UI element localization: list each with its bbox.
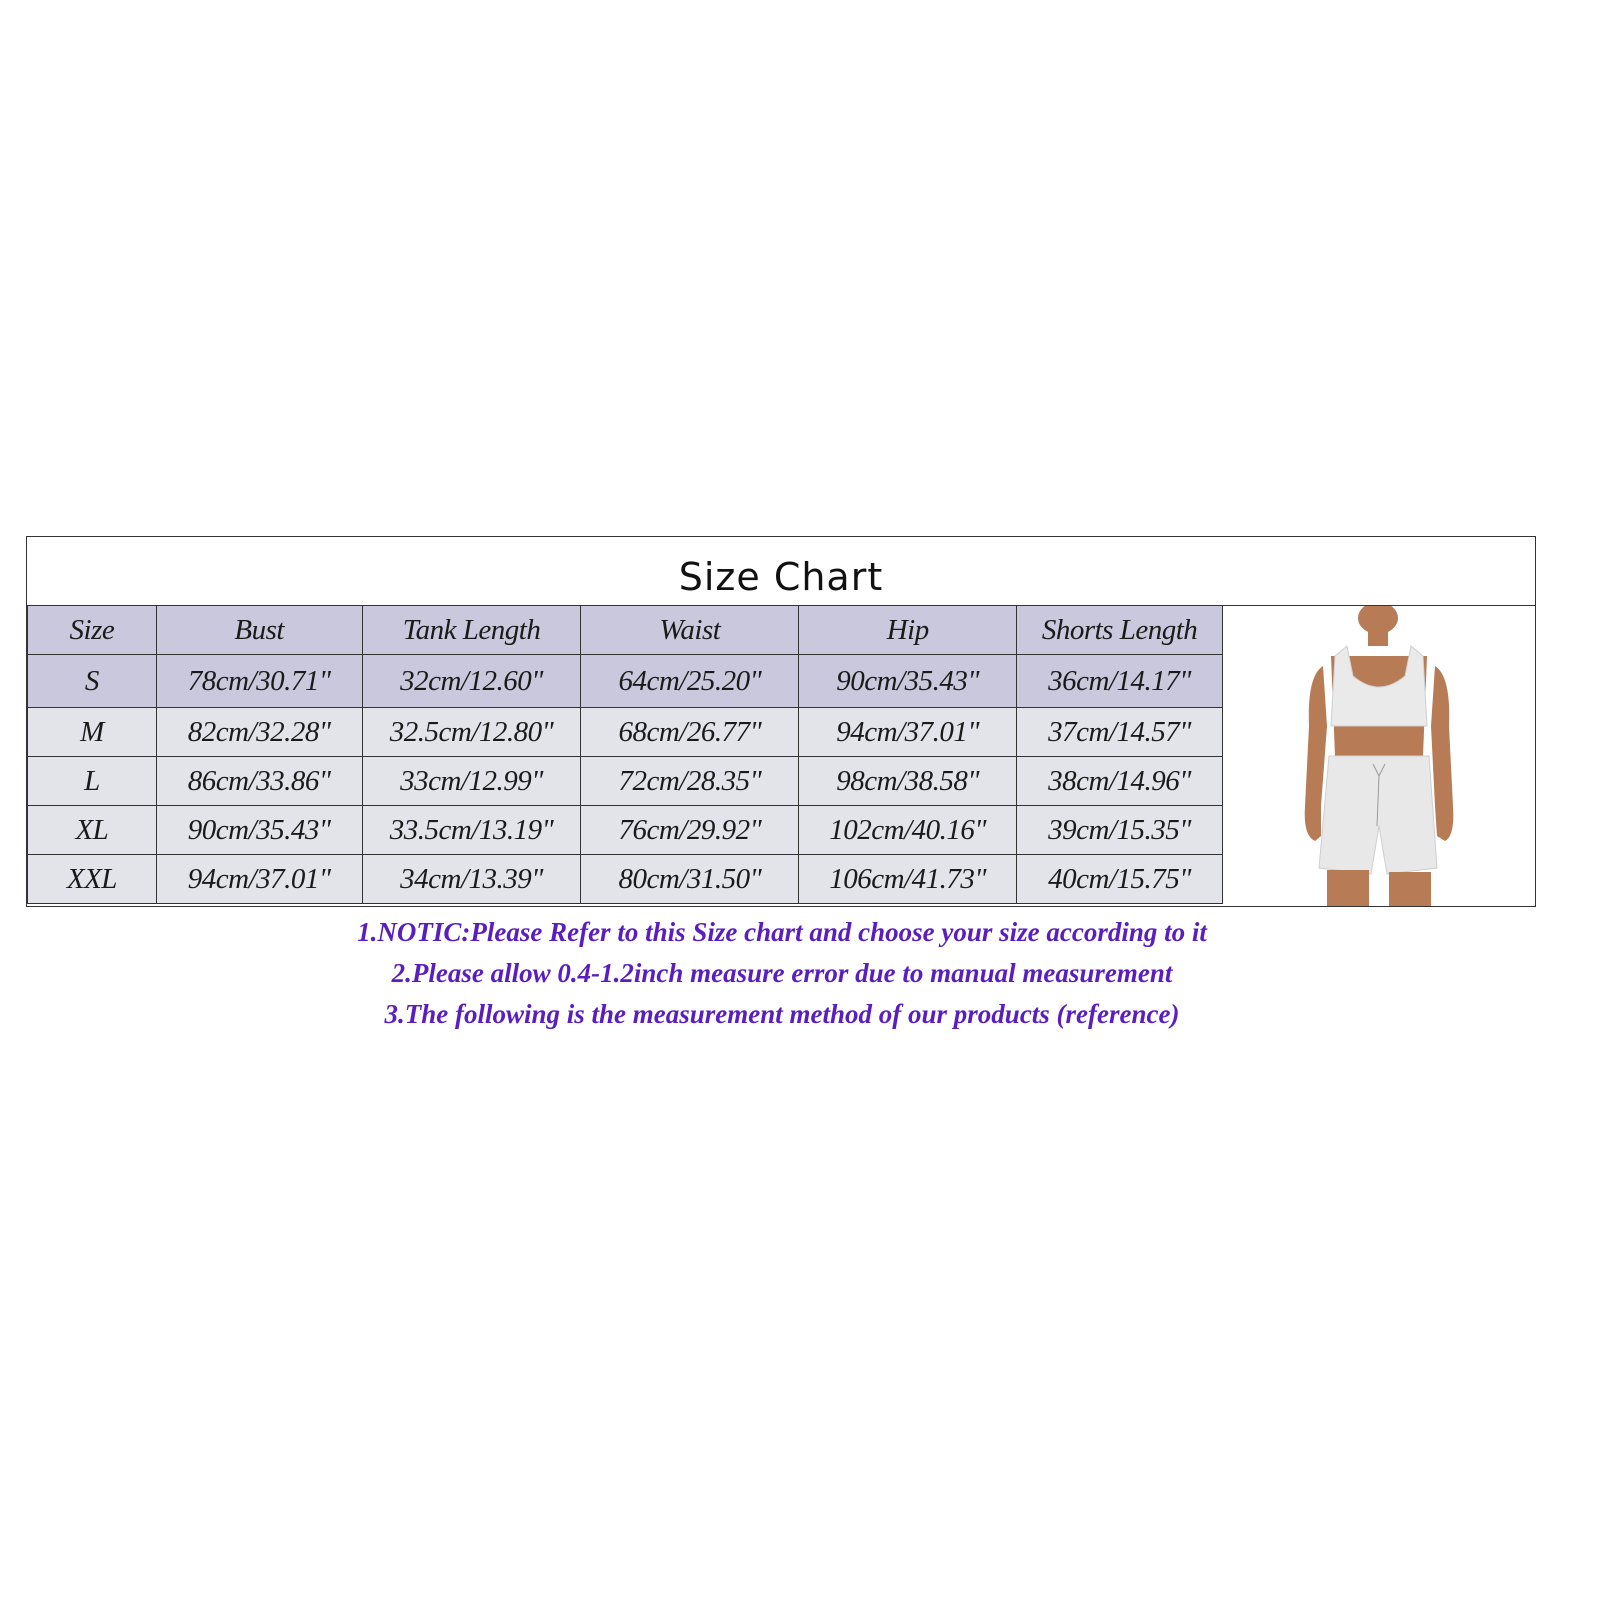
size-chart	[26, 536, 1536, 907]
measurement-cell: 33.5cm/13.19"	[362, 806, 581, 855]
note-2: 2.Please allow 0.4-1.2inch measure error due to manual measurement	[391, 958, 1173, 988]
size-cell: S	[28, 655, 157, 708]
measurement-cell: 86cm/33.86"	[156, 757, 362, 806]
note-3: 3.The following is the measurement method of our products (reference)	[384, 999, 1180, 1029]
measurement-cell: 34cm/13.39"	[362, 855, 581, 904]
measurement-cell: 40cm/15.75"	[1017, 855, 1223, 904]
measurement-cell: 106cm/41.73"	[799, 855, 1017, 904]
measurement-cell: 33cm/12.99"	[362, 757, 581, 806]
column-header: Tank Length	[362, 606, 581, 655]
measurement-cell: 90cm/35.43"	[156, 806, 362, 855]
measurement-cell: 72cm/28.35"	[581, 757, 799, 806]
measurement-cell: 68cm/26.77"	[581, 708, 799, 757]
table-row	[28, 708, 1223, 757]
measurement-cell: 39cm/15.35"	[1017, 806, 1223, 855]
measurement-cell: 90cm/35.43"	[799, 655, 1017, 708]
measurement-cell: 78cm/30.71"	[156, 655, 362, 708]
measurement-cell: 64cm/25.20"	[581, 655, 799, 708]
table-row	[28, 855, 1223, 904]
size-cell: M	[28, 708, 157, 757]
table-row	[28, 806, 1223, 855]
header-row	[28, 606, 1223, 655]
column-header: Bust	[156, 606, 362, 655]
table-row	[28, 757, 1223, 806]
size-cell: L	[28, 757, 157, 806]
measurement-cell: 38cm/14.96"	[1017, 757, 1223, 806]
notes	[0, 912, 1564, 1035]
measurement-cell: 94cm/37.01"	[799, 708, 1017, 757]
size-cell: XL	[28, 806, 157, 855]
table-row	[28, 655, 1223, 708]
measurement-cell: 37cm/14.57"	[1017, 708, 1223, 757]
product-model-image	[1223, 606, 1535, 906]
note-1: 1.NOTIC:Please Refer to this Size chart and choose your size according to it	[357, 917, 1207, 947]
measurement-cell: 36cm/14.17"	[1017, 655, 1223, 708]
column-header: Waist	[581, 606, 799, 655]
column-header: Shorts Length	[1017, 606, 1223, 655]
measurement-cell: 102cm/40.16"	[799, 806, 1017, 855]
column-header: Size	[28, 606, 157, 655]
measurement-cell: 82cm/32.28"	[156, 708, 362, 757]
measurement-cell: 98cm/38.58"	[799, 757, 1017, 806]
chart-title: Size Chart	[27, 537, 1535, 606]
measurement-cell: 80cm/31.50"	[581, 855, 799, 904]
measurement-cell: 32cm/12.60"	[362, 655, 581, 708]
measurement-cell: 94cm/37.01"	[156, 855, 362, 904]
measurement-cell: 32.5cm/12.80"	[362, 708, 581, 757]
size-cell: XXL	[28, 855, 157, 904]
size-table	[27, 605, 1223, 904]
column-header: Hip	[799, 606, 1017, 655]
measurement-cell: 76cm/29.92"	[581, 806, 799, 855]
